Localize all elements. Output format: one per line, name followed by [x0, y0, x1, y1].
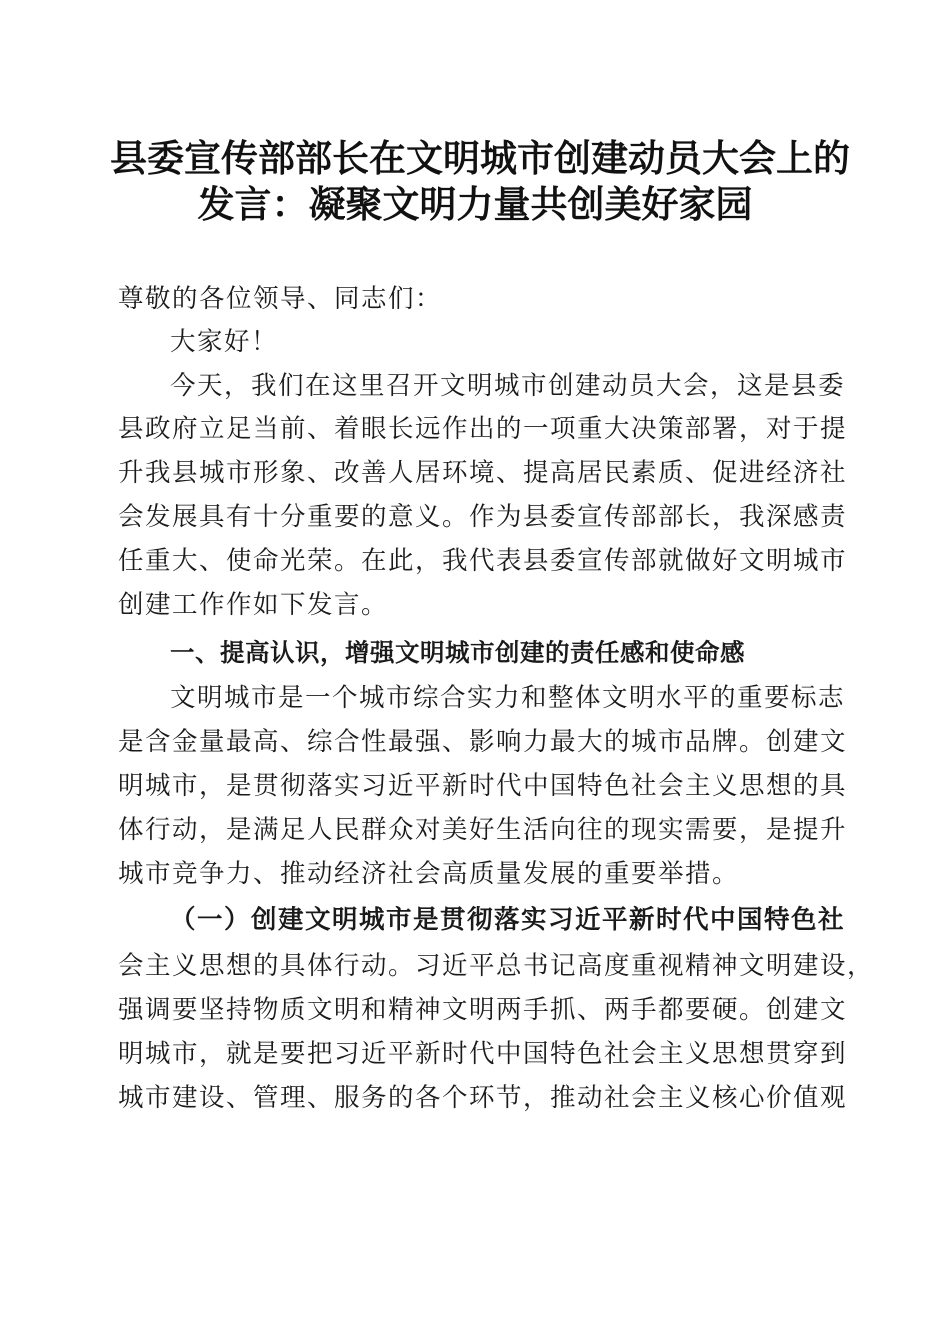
paragraph-3-line: 城市建设、管理、服务的各个环节，推动社会主义核心价值观 [118, 1083, 848, 1113]
paragraph-3-line: 会主义思想的具体行动。习近平总书记高度重视精神文明建设， [118, 951, 875, 981]
document-title-line-1: 县委宣传部部长在文明城市创建动员大会上的 [110, 136, 850, 180]
paragraph-1-line: 县政府立足当前、着眼长远作出的一项重大决策部署，对于提 [118, 414, 848, 444]
paragraph-1-line: 会发展具有十分重要的意义。作为县委宣传部部长，我深感责 [118, 502, 848, 532]
salutation: 尊敬的各位领导、同志们： [118, 284, 443, 314]
paragraph-3-line: 强调要坚持物质文明和精神文明两手抓、两手都要硬。创建文 [118, 995, 848, 1025]
paragraph-2-line: 是含金量最高、综合性最强、影响力最大的城市品牌。创建文 [118, 727, 848, 757]
paragraph-3-line: （一）创建文明城市是贯彻落实习近平新时代中国特色社 [170, 905, 846, 935]
paragraph-1-line: 创建工作作如下发言。 [118, 590, 389, 620]
paragraph-1-line: 今天，我们在这里召开文明城市创建动员大会，这是县委 [170, 371, 846, 401]
paragraph-1-line: 升我县城市形象、改善人居环境、提高居民素质、促进经济社 [118, 458, 848, 488]
paragraph-2-line: 体行动，是满足人民群众对美好生活向往的现实需要，是提升 [118, 815, 848, 845]
paragraph-1-line: 任重大、使命光荣。在此，我代表县委宣传部就做好文明城市 [118, 546, 848, 576]
section-heading-1: 一、提高认识，增强文明城市创建的责任感和使命感 [170, 638, 745, 667]
paragraph-3-line: 明城市，就是要把习近平新时代中国特色社会主义思想贯穿到 [118, 1039, 848, 1069]
paragraph-2-line: 文明城市是一个城市综合实力和整体文明水平的重要标志 [170, 683, 846, 713]
document-title-line-2: 发言：凝聚文明力量共创美好家园 [197, 182, 753, 226]
greeting: 大家好！ [170, 327, 279, 357]
paragraph-2-line: 明城市，是贯彻落实习近平新时代中国特色社会主义思想的具 [118, 771, 848, 801]
paragraph-2-line: 城市竞争力、推动经济社会高质量发展的重要举措。 [118, 859, 740, 889]
